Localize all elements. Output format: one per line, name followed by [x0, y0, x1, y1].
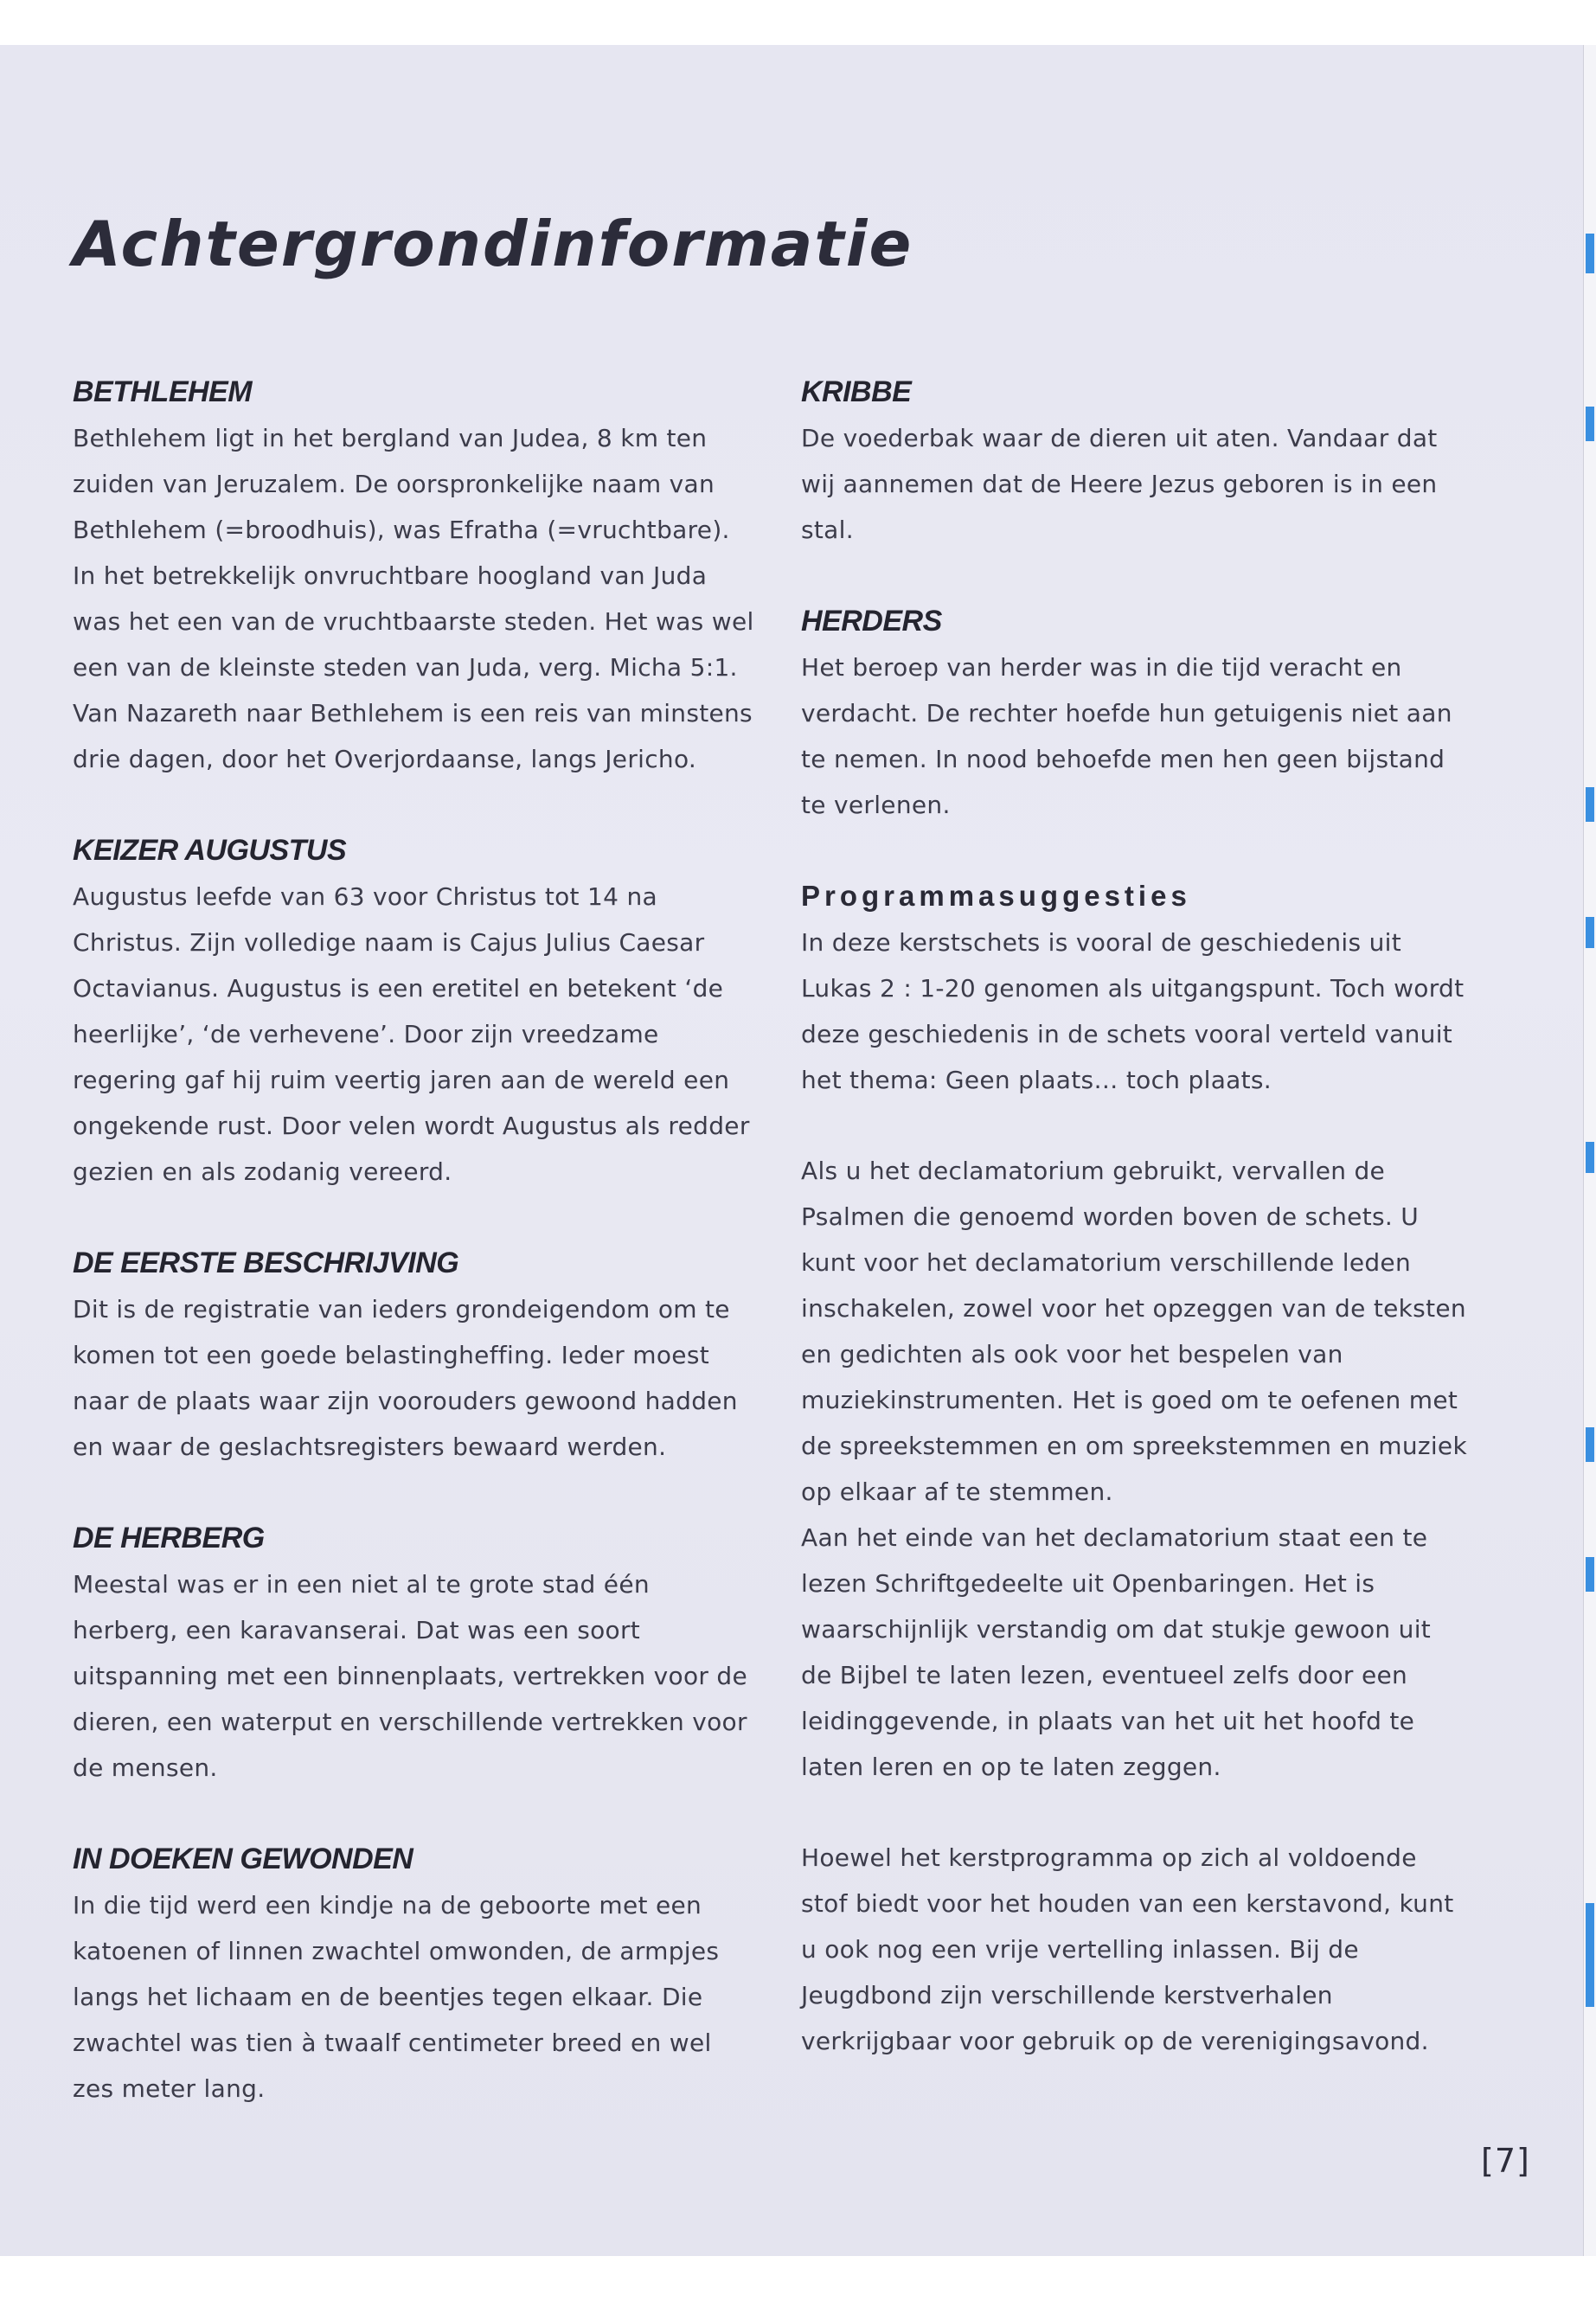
section-herberg	[73, 1515, 756, 1791]
edge-color-mark	[1586, 1427, 1594, 1462]
paragraph-gap	[801, 1103, 1467, 1148]
program-paragraph-3: Aan het einde van het declamatorium staat een te lezen Schriftgedeelte uit Openbaringen. Het is waarschijnlijk verstandig om dat stukje gewoon uit de Bijbel te laten lezen, eventueel zelfs door een leidinggevende, in plaats van het uit het hoofd te laten leren en op te laten zeggen.	[801, 1523, 1432, 1781]
paragraph-gap	[801, 1790, 1467, 1835]
section-text: In die tijd werd een kindje na de geboorte met een katoenen of linnen zwachtel omwonden, de armpjes langs het lichaam en de beentjes tegen elkaar. Die zwachtel was tien à twaalf centimeter breed en wel zes meter lang.	[73, 1891, 720, 2103]
edge-color-mark	[1586, 787, 1594, 822]
left-column	[73, 369, 756, 2157]
edge-color-mark	[1586, 1557, 1594, 1592]
section-heading: KRIBBE	[801, 375, 912, 408]
section-text: De voederbak waar de dieren uit aten. Vandaar dat wij aannemen dat de Heere Jezus geboren is in een stal.	[801, 424, 1438, 544]
section-heading: KEIZER AUGUSTUS	[73, 834, 347, 867]
section-heading: DE HERBERG	[73, 1522, 265, 1554]
section-kribbe	[801, 369, 1467, 553]
section-text: Augustus leefde van 63 voor Christus tot 14 na Christus. Zijn volledige naam is Cajus Julius Caesar Octavianus. Augustus is een eretitel en betekent ‘de heerlijke’, ‘de verhevene’. Door zijn vreedzame regering gaf hij ruim veertig jaren aan de wereld een ongekende rust. Door velen wordt Augustus als redder gezien en als zodanig vereerd.	[73, 882, 750, 1186]
section-heading: HERDERS	[801, 605, 942, 638]
section-text: Het beroep van herder was in die tijd veracht en verdacht. De rechter hoefde hun getuigenis niet aan te nemen. In nood behoefde men hen geen bijstand te verlenen.	[801, 653, 1452, 819]
edge-color-mark	[1586, 917, 1594, 948]
program-paragraph-2: Als u het declamatorium gebruikt, vervallen de Psalmen die genoemd worden boven de schets. U kunt voor het declamatorium verschillende leden inschakelen, zowel voor het opzeggen van de teksten en gedichten als ook voor het bespelen van muziekinstrumenten. Het is goed om te oefenen met de spreekstemmen en om spreekstemmen en muziek op elkaar af te stemmen.	[801, 1157, 1467, 1506]
edge-color-mark	[1586, 234, 1594, 273]
page-number: [7]	[1481, 2142, 1530, 2180]
section-programmasuggesties	[801, 873, 1467, 2064]
document-page	[0, 45, 1583, 2256]
section-bethlehem	[73, 369, 756, 782]
section-eerste-beschrijving	[73, 1240, 756, 1470]
section-in-doeken-gewonden	[73, 1836, 756, 2112]
program-paragraph-1: In deze kerstschets is vooral de geschiedenis uit Lukas 2 : 1-20 genomen als uitgangspunt. Toch wordt deze geschiedenis in de schets vooral verteld vanuit het thema: Geen plaats… toch plaats.	[801, 928, 1465, 1094]
section-heading: DE EERSTE BESCHRIJVING	[73, 1247, 459, 1279]
program-paragraph-4: Hoewel het kerstprogramma op zich al voldoende stof biedt voor het houden van een kerstavond, kunt u ook nog een vrije vertelling inlassen. Bij de Jeugdbond zijn verschillende kerstverhalen verkrijgbaar voor gebruik op de verenigingsavond.	[801, 1843, 1454, 2055]
edge-color-mark	[1586, 407, 1594, 441]
section-heading: BETHLEHEM	[73, 375, 253, 408]
section-heading: Programmasuggesties	[801, 880, 1191, 912]
section-text: Dit is de registratie van ieders grondeigendom om te komen tot een goede belastingheffing. Ieder moest naar de plaats waar zijn voorouders gewoond hadden en waar de geslachtsregisters bewaard werden.	[73, 1295, 738, 1461]
section-heading: IN DOEKEN GEWONDEN	[73, 1843, 413, 1875]
section-keizer-augustus	[73, 827, 756, 1195]
edge-color-mark	[1586, 1142, 1594, 1173]
right-column	[801, 369, 1467, 2109]
section-text: Bethlehem ligt in het bergland van Judea, 8 km ten zuiden van Jeruzalem. De oorspronkelijke naam van Bethlehem (=broodhuis), was Efratha (=vruchtbare). In het betrekkelijk onvruchtbare hoogland van Juda was het een van de vruchtbaarste steden. Het was wel een van de kleinste steden van Juda, verg. Micha 5:1. Van Nazareth naar Bethlehem is een reis van minstens drie dagen, door het Overjordaanse, langs Jericho.	[73, 424, 754, 773]
section-text: Meestal was er in een niet al te grote stad één herberg, een karavanserai. Dat was een soort uitspanning met een binnenplaats, vertrekken voor de dieren, een waterput en verschillende vertrekken voor de mensen.	[73, 1570, 748, 1782]
page-title: Achtergrondinformatie	[73, 208, 913, 280]
section-herders	[801, 598, 1467, 828]
edge-color-mark	[1586, 1903, 1594, 2007]
